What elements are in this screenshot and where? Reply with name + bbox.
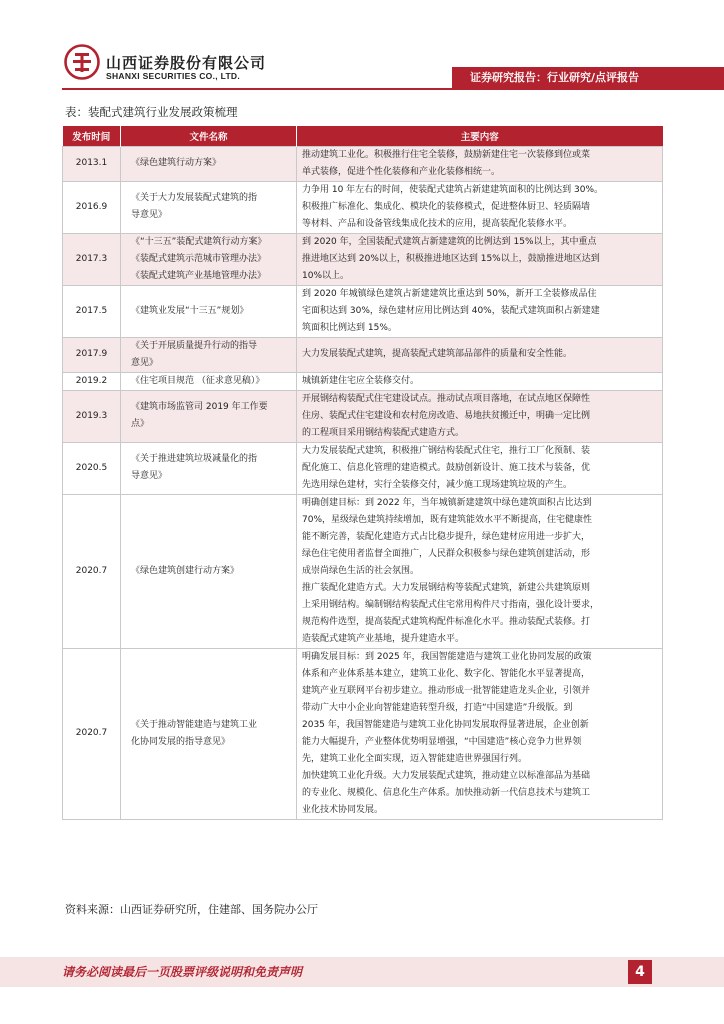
document-name-line: 《住宅项目规范 （征求意见稿）》 bbox=[131, 375, 265, 386]
row-document-name bbox=[121, 442, 297, 494]
content-line: 带动广大中小企业向智能建造转型升级，打造“中国建造”升级版。到 bbox=[302, 702, 573, 713]
content-line: 大力发展装配式建筑，积极推广钢结构装配式住宅，推行工厂化预制、装 bbox=[302, 445, 591, 456]
document-name-line: 《建筑市场监管司 2019 年工作要 bbox=[131, 402, 268, 412]
content-line: 大力发展装配式建筑，提高装配式建筑部品部件的质量和安全性能。 bbox=[302, 349, 573, 359]
row-document-name bbox=[121, 390, 297, 442]
table-row bbox=[63, 233, 663, 285]
row-content bbox=[297, 337, 663, 372]
document-name-line: 《绿色建筑行动方案》 bbox=[131, 158, 222, 168]
content-line: 住房、装配式住宅建设和农村危房改造、易地扶贫搬迁中，明确一定比例 bbox=[302, 410, 591, 421]
content-line: 明确发展目标：到 2025 年，我国智能建造与建筑工业化协同发展的政策 bbox=[302, 651, 592, 662]
content-line: 到 2020 年城镇绿色建筑占新建建筑比重达到 50%，新开工全装修成品住 bbox=[302, 288, 597, 299]
document-name-line: 化协同发展的指导意见》 bbox=[131, 736, 231, 747]
row-date: 2019.2 bbox=[63, 372, 121, 390]
row-document-name bbox=[121, 494, 297, 648]
row-content bbox=[297, 442, 663, 494]
content-line: 推动建筑工业化。积极推行住宅全装修，鼓励新建住宅一次装修到位或菜 bbox=[302, 149, 591, 160]
document-name-line: 意见》 bbox=[131, 357, 159, 368]
table-row bbox=[63, 146, 663, 181]
column-header-date: 发布时间 bbox=[63, 126, 121, 146]
row-content bbox=[297, 285, 663, 337]
column-header-content: 主要内容 bbox=[297, 126, 663, 146]
row-content bbox=[297, 494, 663, 648]
row-document-name bbox=[121, 372, 297, 390]
document-name-line: 《关于开展质量提升行动的指导 bbox=[131, 340, 258, 351]
document-name-line: 《装配式建筑产业基地管理办法》 bbox=[131, 270, 267, 281]
row-date: 2019.3 bbox=[63, 390, 121, 442]
content-line: 能力大幅提升，产业整体优势明显增强，“中国建造”核心竞争力世界领 bbox=[302, 736, 582, 747]
table-row bbox=[63, 648, 663, 819]
row-document-name bbox=[121, 337, 297, 372]
content-line: 积极推广标准化、集成化、模块化的装修模式，促进整体厨卫、轻质隔墙 bbox=[302, 201, 591, 212]
disclaimer-text: 请务必阅读最后一页股票评级说明和免责声明 bbox=[62, 965, 303, 979]
row-content bbox=[297, 181, 663, 233]
row-document-name bbox=[121, 648, 297, 819]
content-line: 70%，星级绿色建筑持续增加，既有建筑能效水平不断提高，住宅健康性 bbox=[302, 514, 593, 525]
content-line: 推广装配化建造方式。大力发展钢结构等装配式建筑，新建公共建筑原则 bbox=[302, 582, 591, 593]
content-line: 先选用绿色建材，实行全装修交付，减少施工现场建筑垃圾的产生。 bbox=[302, 479, 573, 490]
row-content bbox=[297, 233, 663, 285]
document-name-line: 《关于推进建筑垃圾减量化的指 bbox=[131, 454, 258, 464]
table-row bbox=[63, 285, 663, 337]
document-name-line: 导意见》 bbox=[131, 210, 168, 220]
content-line: 体系和产业体系基本建立，建筑工业化、数字化、智能化水平显著提高， bbox=[302, 668, 591, 679]
content-line: 造装配式建筑产业基地，提升建造水平。 bbox=[302, 633, 465, 644]
report-header bbox=[0, 0, 724, 100]
content-line: 业化技术协同发展。 bbox=[302, 804, 384, 815]
table-row bbox=[63, 181, 663, 233]
table-header-row bbox=[63, 126, 663, 146]
row-content bbox=[297, 648, 663, 819]
document-name-line: 《关于推动智能建造与建筑工业 bbox=[131, 719, 258, 730]
document-name-line: 点》 bbox=[131, 419, 150, 429]
row-content bbox=[297, 390, 663, 442]
row-date: 2017.5 bbox=[63, 285, 121, 337]
content-line: 明确创建目标：到 2022 年，当年城镇新建建筑中绿色建筑面积占比达到 bbox=[302, 497, 592, 508]
content-line: 等材料、产品和设备管线集成化技术的应用，提高装配化装修水平。 bbox=[302, 218, 573, 229]
table-caption: 表：装配式建筑行业发展政策梳理 bbox=[65, 105, 238, 119]
table-row bbox=[63, 372, 663, 390]
document-name-line: 导意见》 bbox=[131, 471, 168, 481]
content-line: 筑面积比例达到 15%。 bbox=[302, 322, 397, 333]
row-content bbox=[297, 372, 663, 390]
content-line: 成崇尚绿色生活的社会氛围。 bbox=[302, 565, 420, 576]
document-name-line: 《关于大力发展装配式建筑的指 bbox=[131, 193, 258, 203]
content-line: 先，建筑工业化全面实现，迈入智能建造世界强国行列。 bbox=[302, 753, 528, 764]
content-line: 绿色住宅使用者监督全面推广，人民群众积极参与绿色建筑创建活动，形 bbox=[302, 548, 591, 559]
row-date: 2017.3 bbox=[63, 233, 121, 285]
document-name-line: 《绿色建筑创建行动方案》 bbox=[131, 565, 240, 576]
content-line: 10%以上。 bbox=[302, 270, 350, 281]
content-line: 上采用钢结构。编制钢结构装配式住宅常用构件尺寸指南，强化设计要求， bbox=[302, 599, 600, 610]
company-name-en: SHANXI SECURITIES CO., LTD. bbox=[106, 71, 241, 81]
company-name-cn: 山西证券股份有限公司 bbox=[106, 54, 267, 72]
document-name-line: 《“十三五”装配式建筑行动方案》 bbox=[131, 236, 267, 247]
row-date: 2013.1 bbox=[63, 146, 121, 181]
content-line: 的工程项目采用钢结构装配式建造方式。 bbox=[302, 427, 465, 438]
content-line: 2035 年，我国智能建造与建筑工业化协同发展取得显著进展，企业创新 bbox=[302, 719, 589, 730]
row-document-name bbox=[121, 233, 297, 285]
row-document-name bbox=[121, 181, 297, 233]
table-row bbox=[63, 442, 663, 494]
content-line: 单式装修，促进个性化装修和产业化装修相统一。 bbox=[302, 166, 501, 177]
content-line: 建筑产业互联网平台初步建立。推动形成一批智能建造龙头企业，引领并 bbox=[302, 685, 591, 696]
content-line: 能不断完善，装配化建造方式占比稳步提升，绿色建材应用进一步扩大， bbox=[302, 531, 591, 542]
table-row bbox=[63, 390, 663, 442]
document-name-line: 《装配式建筑示范城市管理办法》 bbox=[131, 253, 267, 264]
content-line: 规范构件选型，提高装配式建筑构配件标准化水平。推动装配式装修。打 bbox=[302, 616, 591, 627]
row-date: 2016.9 bbox=[63, 181, 121, 233]
content-line: 到 2020 年，全国装配式建筑占新建建筑的比例达到 15%以上，其中重点 bbox=[302, 236, 597, 247]
row-content bbox=[297, 146, 663, 181]
header-divider bbox=[62, 88, 724, 90]
content-line: 配化施工、信息化管理的建造模式。鼓励创新设计、施工技术与装备，优 bbox=[302, 462, 591, 473]
column-header-name: 文件名称 bbox=[121, 126, 297, 146]
content-line: 加快建筑工业化升级。大力发展装配式建筑，推动建立以标准部品为基础 bbox=[302, 770, 591, 781]
row-document-name bbox=[121, 146, 297, 181]
page-number: 4 bbox=[628, 960, 652, 984]
content-line: 城镇新建住宅应全装修交付。 bbox=[302, 375, 420, 386]
document-name-line: 《建筑业发展“十三五”规划》 bbox=[131, 305, 249, 316]
row-date: 2017.9 bbox=[63, 337, 121, 372]
row-document-name bbox=[121, 285, 297, 337]
report-type-banner: 证券研究报告：行业研究/点评报告 bbox=[452, 67, 724, 88]
content-line: 宅面积达到 30%，绿色建材应用比例达到 40%，装配式建筑面积占新建建 bbox=[302, 305, 600, 316]
source-note: 资料来源：山西证券研究所，住建部、国务院办公厅 bbox=[65, 903, 318, 916]
content-line: 开展钢结构装配式住宅建设试点。推动试点项目落地，在试点地区保障性 bbox=[302, 393, 591, 404]
content-line: 推进地区达到 20%以上，积极推进地区达到 15%以上，鼓励推进地区达到 bbox=[302, 253, 600, 264]
row-date: 2020.5 bbox=[63, 442, 121, 494]
content-line: 的专业化、规模化、信息化生产体系。加快推动新一代信息技术与建筑工 bbox=[302, 787, 591, 798]
policy-table bbox=[62, 126, 663, 820]
row-date: 2020.7 bbox=[63, 648, 121, 819]
table-row bbox=[63, 494, 663, 648]
table-row bbox=[63, 337, 663, 372]
row-date: 2020.7 bbox=[63, 494, 121, 648]
content-line: 力争用 10 年左右的时间，使装配式建筑占新建建筑面积的比例达到 30%。 bbox=[302, 184, 604, 195]
shanxi-securities-logo-icon bbox=[64, 44, 100, 80]
